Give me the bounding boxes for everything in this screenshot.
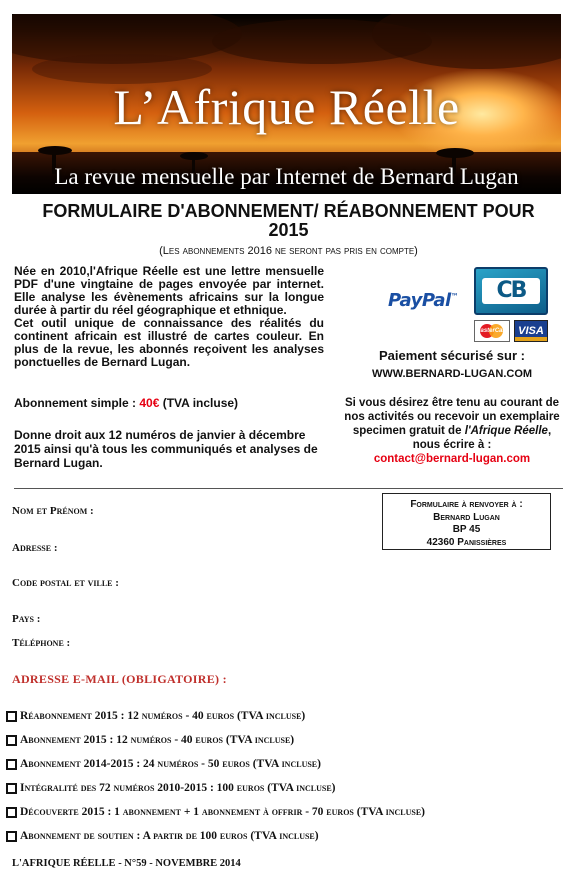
option-decouverte-2015[interactable] [6,804,425,820]
secure-payment [340,348,564,380]
return-title: Formulaire à renvoyer à : [410,499,523,510]
return-box-number: BP 45 [452,524,481,535]
return-address-box [382,493,551,550]
option-abonnement-2014-2015[interactable] [6,756,321,772]
option-label: Abonnement 2015 : 12 numéros - 40 euros (TVA incluse) [20,734,295,746]
secure-label: Paiement sécurisé sur : [379,348,525,363]
paypal-logo [388,290,468,312]
option-integralite[interactable] [6,780,336,796]
option-label: Réabonnement 2015 : 12 numéros - 40 euros (TVA incluse) [20,710,306,722]
form-title: FORMULAIRE D'ABONNEMENT/ RÉABONNEMENT POUR 2015 [42,201,535,240]
address-field-label: Adresse : [12,542,58,554]
return-city: 42360 Panissières [426,536,507,548]
option-label: Intégralité des 72 numéros 2010-2015 : 100 euros (TVA incluse) [20,782,336,794]
country-field-label: Pays : [12,613,41,625]
checkbox[interactable] [6,831,17,842]
option-reabonnement-2015[interactable] [6,708,305,724]
paypal-tm: ™ [450,292,459,301]
phone-field-label: Téléphone : [12,637,71,649]
price-line [14,396,334,410]
return-name: Bernard Lugan [433,511,500,523]
name-field-label: Nom et Prénom : [12,505,94,517]
option-abonnement-2015[interactable] [6,732,294,748]
option-label: Abonnement 2014-2015 : 24 numéros - 50 euros (TVA incluse) [20,758,321,770]
checkbox[interactable] [6,807,17,818]
option-label: Découverte 2015 : 1 abonnement + 1 abonnement à offrir - 70 euros (TVA incluse) [20,806,426,818]
email-field-label: ADRESSE E-MAIL (OBLIGATOIRE) : [12,672,227,686]
visa-label: VISA [518,325,544,337]
paypal-label: PayPal [388,290,451,311]
price-label: Abonnement simple : [14,396,140,410]
note-2016: (Les abonnements 2016 ne seront pas pris en compte) [159,245,418,257]
checkbox[interactable] [6,759,17,770]
cb-logo [474,267,548,315]
visa-logo [514,320,548,342]
secure-url[interactable]: WWW.BERNARD-LUGAN.COM [371,368,533,380]
price-suffix: (TVA incluse) [159,396,239,410]
checkbox[interactable] [6,783,17,794]
intro-paragraph-2: Cet outil unique de connaissance des réalités du continent africain est illustré de cartes couleur. En plus de la revue, les abonnés reçoivent les analyses ponctuelles de Bernard Lugan. [14,316,324,369]
contact-email[interactable]: contact@bernard-lugan.com [373,453,531,465]
checkbox[interactable] [6,711,17,722]
banner-title: L’Afrique Réelle [113,79,460,135]
cb-label: CB [482,278,540,304]
mastercard-logo [474,320,510,342]
option-label: Abonnement de soutien : A partir de 100 euros (TVA incluse) [20,830,319,842]
divider [14,488,563,489]
banner-subtitle: La revue mensuelle par Internet de Bernard Lugan [54,164,519,189]
info-block [340,396,564,466]
info-publication: l'Afrique Réelle [464,425,548,437]
postal-field-label: Code postal et ville : [12,577,119,589]
checkbox[interactable] [6,735,17,746]
mastercard-label: MasterCard [475,328,509,334]
price-amount: 40€ [139,396,160,410]
intro-paragraph-1: Née en 2010,l'Afrique Réelle est une lettre mensuelle PDF d'une vingtaine de pages envoyée par internet. Elle analyse les évènements africains sur la longue durée à partir du réel géographique et ethnique. [14,264,324,317]
info-text-after: , nous écrire à : [412,425,552,451]
info-text-before: Si vous désirez être tenu au courant de nos activités ou recevoir un exemplaire specimen gratuit de [344,397,560,437]
subscription-rights: Donne droit aux 12 numéros de janvier à décembre 2015 ainsi qu'à tous les communiqués et analyses de Bernard Lugan. [14,428,318,470]
header-banner [12,14,561,194]
footer-issue: L'AFRIQUE RÉELLE - N°59 - NOVEMBRE 2014 [12,858,241,869]
intro-text [14,265,324,369]
option-soutien[interactable] [6,828,319,844]
